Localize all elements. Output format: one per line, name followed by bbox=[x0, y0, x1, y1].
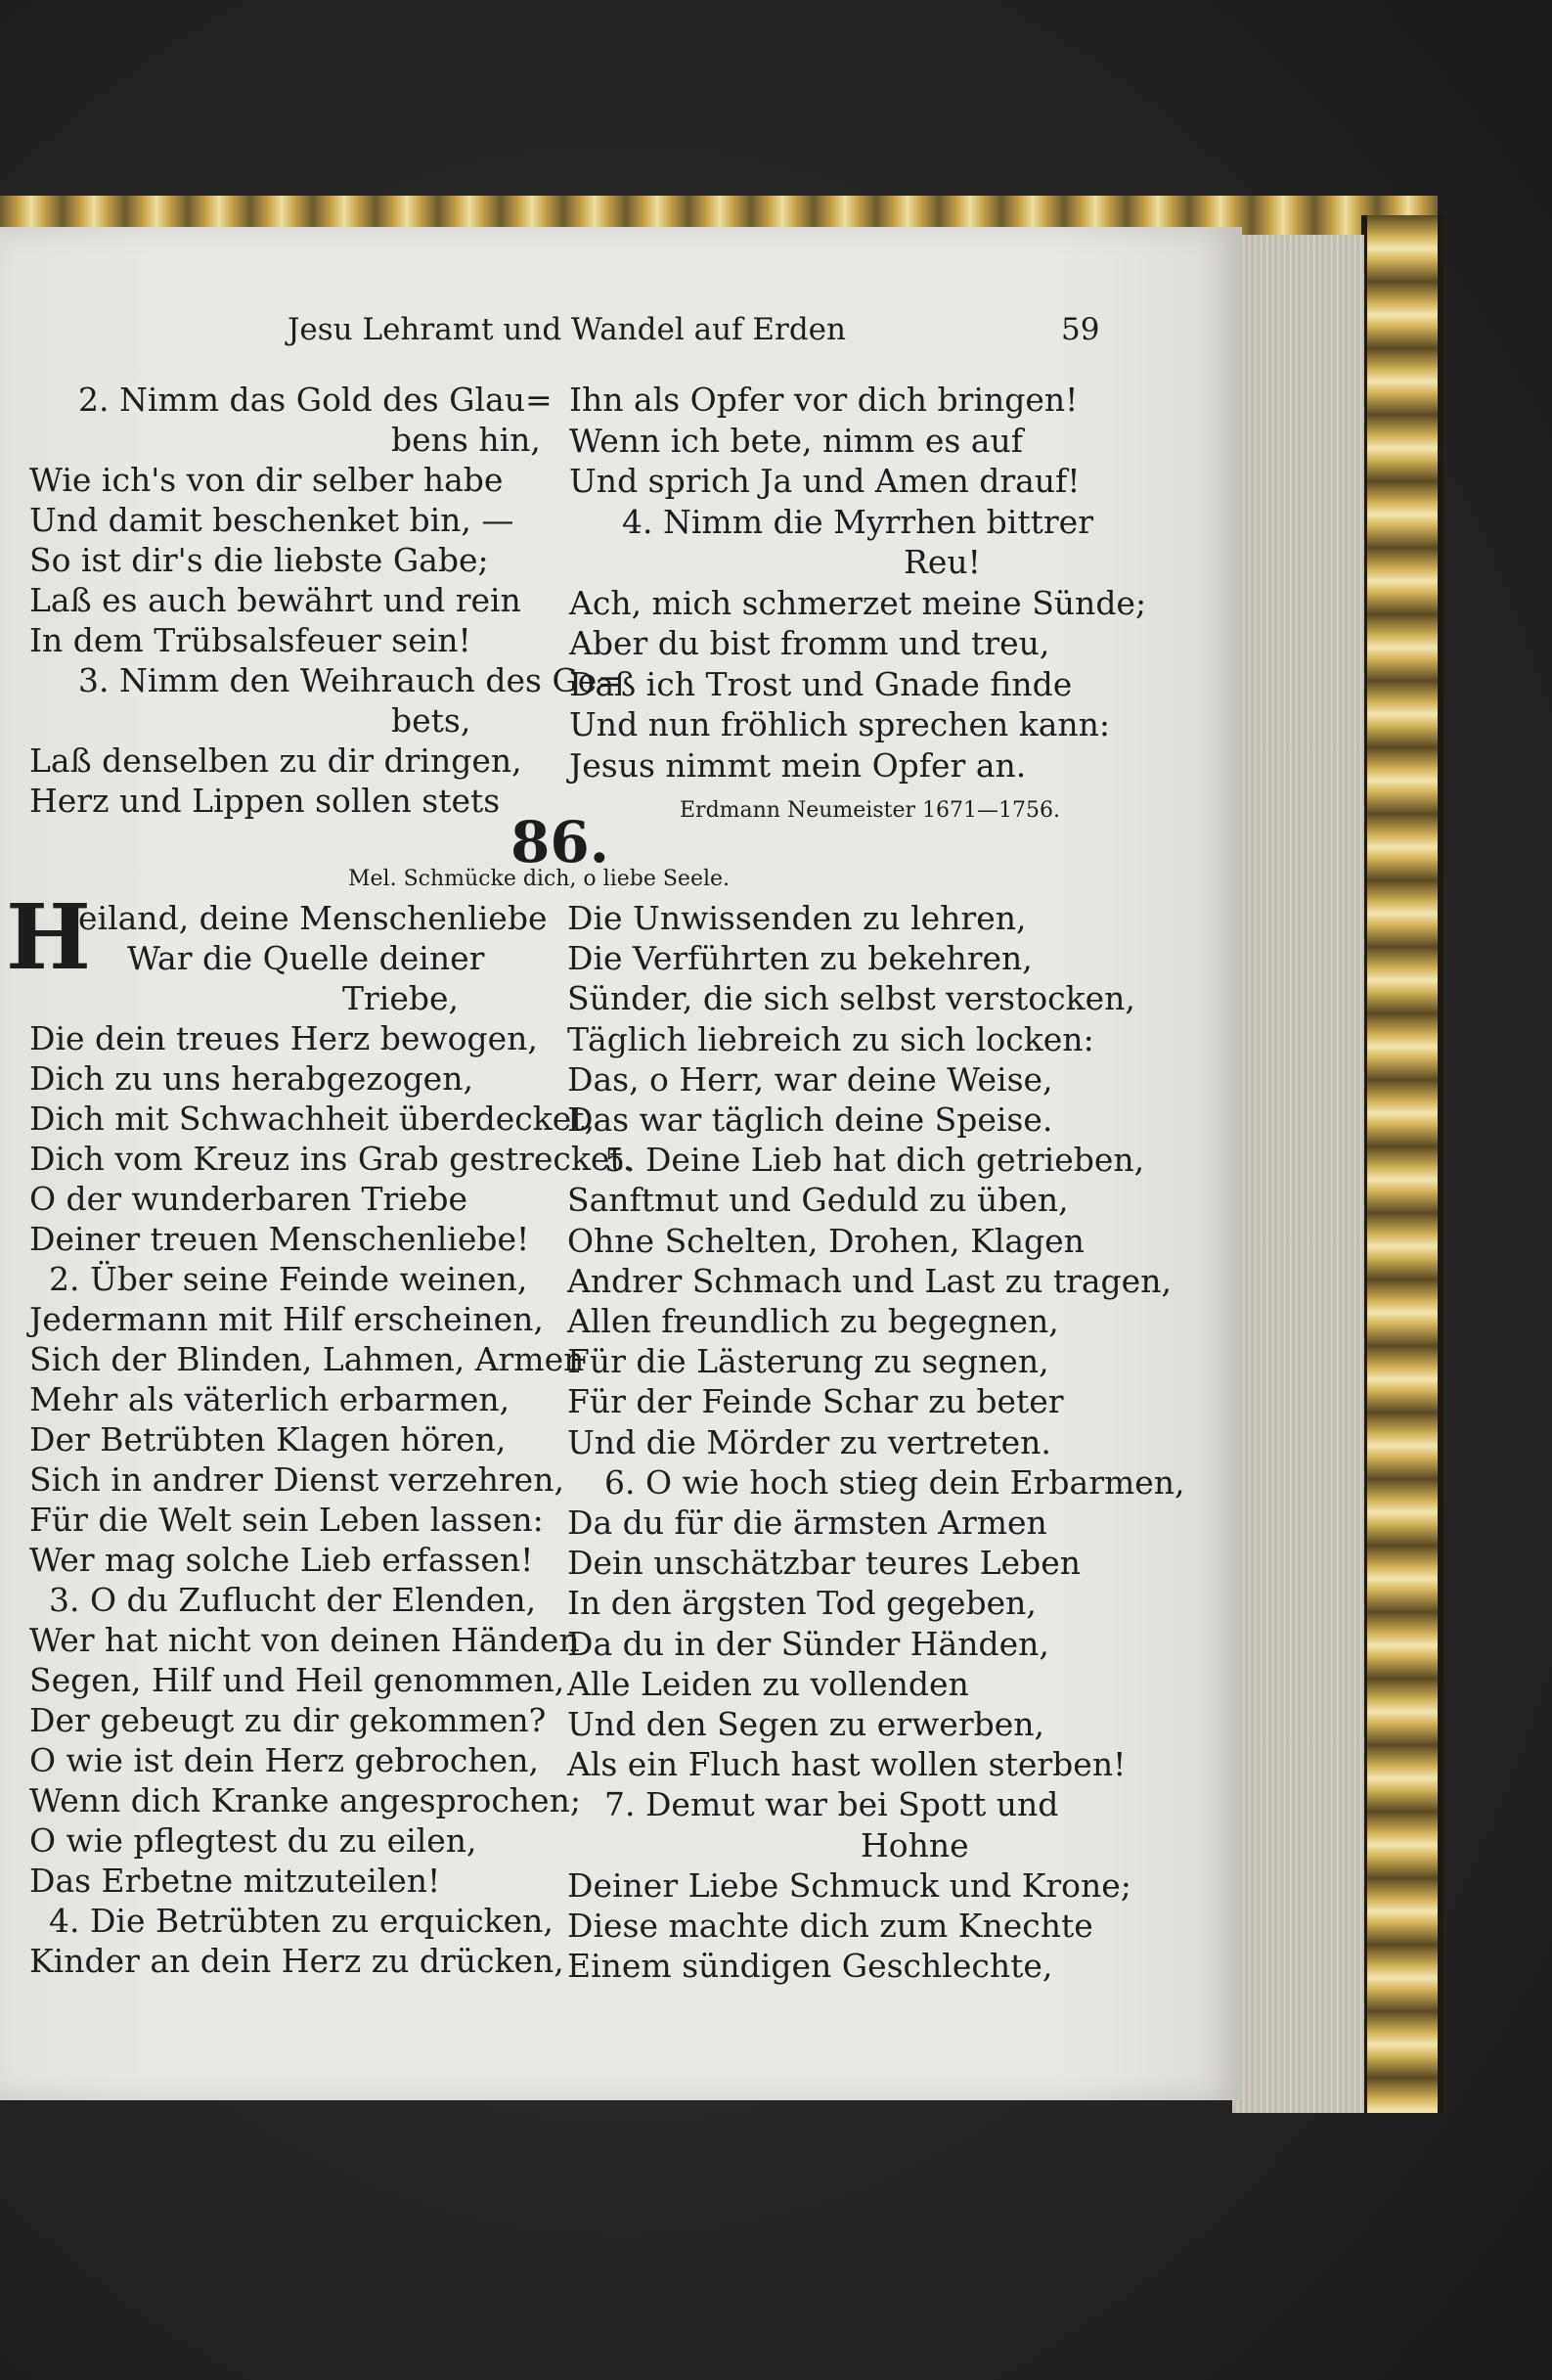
verse-line: Wer mag solche Lieb erfassen! bbox=[29, 1541, 534, 1579]
verse-line: 2. Nimm das Gold des Glau= bbox=[78, 381, 553, 419]
verse-line: Täglich liebreich zu sich locken: bbox=[567, 1019, 1094, 1058]
verse-line: Wenn ich bete, nimm es auf bbox=[569, 421, 1023, 460]
page-number: 59 bbox=[1061, 312, 1100, 347]
verse-line: Und damit beschenket bin, — bbox=[29, 501, 514, 539]
verse-line: Segen, Hilf und Heil genommen, bbox=[29, 1661, 565, 1699]
verse-line: In den ärgsten Tod gegeben, bbox=[567, 1584, 1037, 1623]
verse-line: Deiner treuen Menschenliebe! bbox=[29, 1220, 530, 1258]
verse-line: Ach, mich schmerzet meine Sünde; bbox=[569, 583, 1147, 622]
verse-line: Für der Feinde Schar zu beter bbox=[567, 1382, 1064, 1421]
verse-line: Diese machte dich zum Knechte bbox=[567, 1907, 1093, 1945]
verse-line: O wie ist dein Herz gebrochen, bbox=[29, 1741, 539, 1779]
verse-line: Wie ich's von dir selber habe bbox=[29, 461, 504, 499]
verse-line: Da du in der Sünder Händen, bbox=[567, 1624, 1049, 1663]
verse-line: Der Betrübten Klagen hören, bbox=[29, 1420, 507, 1459]
verse-line: Deiner Liebe Schmuck und Krone; bbox=[567, 1865, 1131, 1905]
verse-line: Sünder, die sich selbst verstocken, bbox=[567, 979, 1135, 1018]
verse-line: 3. O du Zuflucht der Elenden, bbox=[49, 1581, 537, 1619]
verse-line: bets, bbox=[391, 701, 471, 740]
verse-line: Herz und Lippen sollen stets bbox=[29, 782, 501, 820]
running-title: Jesu Lehramt und Wandel auf Erden bbox=[288, 312, 846, 347]
verse-line: Die Verführten zu bekehren, bbox=[567, 939, 1033, 978]
verse-line: Als ein Fluch hast wollen sterben! bbox=[567, 1745, 1127, 1784]
verse-line: In dem Trübsalsfeuer sein! bbox=[29, 621, 471, 659]
verse-line: O der wunderbaren Triebe bbox=[29, 1180, 468, 1218]
verse-line: Dich vom Kreuz ins Grab gestrecket. bbox=[29, 1140, 634, 1178]
verse-line: Und den Segen zu erwerben, bbox=[567, 1705, 1044, 1743]
verse-line: Sich der Blinden, Lahmen, Armen bbox=[29, 1340, 585, 1378]
verse-line: Laß es auch bewährt und rein bbox=[29, 581, 521, 619]
verse-line: Allen freundlich zu begegnen, bbox=[567, 1302, 1059, 1340]
melody-line: Mel. Schmücke dich, o liebe Seele. bbox=[348, 867, 731, 891]
verse-line: Kinder an dein Herz zu drücken, bbox=[29, 1942, 564, 1980]
verse-line: Für die Lästerung zu segnen, bbox=[567, 1342, 1049, 1381]
verse-line: Dein unschätzbar teures Leben bbox=[567, 1544, 1081, 1583]
verse-line: Triebe, bbox=[342, 979, 460, 1017]
verse-line: 3. Nimm den Weihrauch des Ge= bbox=[78, 661, 624, 699]
page-edges bbox=[1232, 235, 1364, 2113]
verse-line: Das war täglich deine Speise. bbox=[567, 1100, 1053, 1139]
verse-line: Wer hat nicht von deinen Händen bbox=[29, 1621, 580, 1659]
verse-line: Andrer Schmach und Last zu tragen, bbox=[567, 1261, 1172, 1300]
verse-line: Und nun fröhlich sprechen kann: bbox=[569, 705, 1111, 743]
drop-cap: H bbox=[6, 884, 91, 990]
verse-line: Die dein treues Herz bewogen, bbox=[29, 1019, 538, 1057]
verse-line: Reu! bbox=[904, 543, 981, 581]
verse-line: Für die Welt sein Leben lassen: bbox=[29, 1501, 544, 1539]
book-page bbox=[0, 227, 1242, 2100]
verse-line: Sanftmut und Geduld zu üben, bbox=[567, 1181, 1069, 1220]
verse-line: Sich in andrer Dienst verzehren, bbox=[29, 1460, 564, 1499]
verse-line: Dich mit Schwachheit überdecket, bbox=[29, 1100, 596, 1138]
verse-line: Dich zu uns herabgezogen, bbox=[29, 1059, 473, 1098]
verse-line: Und die Mörder zu vertreten. bbox=[567, 1422, 1051, 1461]
verse-line: 7. Demut war bei Spott und bbox=[604, 1785, 1059, 1824]
verse-line: bens hin, bbox=[391, 421, 541, 459]
verse-line: Das Erbetne mitzuteilen! bbox=[29, 1862, 441, 1900]
verse-line: Hohne bbox=[861, 1825, 969, 1864]
hymn-number: 86. bbox=[510, 809, 609, 876]
verse-line: Alle Leiden zu vollenden bbox=[567, 1664, 969, 1703]
verse-line: Laß denselben zu dir dringen, bbox=[29, 741, 522, 780]
verse-line: So ist dir's die liebste Gabe; bbox=[29, 541, 489, 579]
verse-line: 4. Nimm die Myrrhen bittrer bbox=[622, 502, 1093, 541]
verse-line: Daß ich Trost und Gnade finde bbox=[569, 664, 1073, 703]
verse-line: Jedermann mit Hilf erscheinen, bbox=[29, 1300, 544, 1338]
verse-line: Ohne Schelten, Drohen, Klagen bbox=[567, 1221, 1085, 1260]
verse-line: Wenn dich Kranke angesprochen; bbox=[29, 1781, 581, 1819]
author-line: Erdmann Neumeister 1671—1756. bbox=[680, 798, 1060, 823]
verse-line: Die Unwissenden zu lehren, bbox=[567, 899, 1027, 937]
verse-line: 2. Über seine Feinde weinen, bbox=[49, 1260, 528, 1298]
verse-line: Aber du bist fromm und treu, bbox=[569, 624, 1050, 662]
verse-line: Das, o Herr, war deine Weise, bbox=[567, 1059, 1053, 1099]
verse-line: Jesus nimmt mein Opfer an. bbox=[569, 745, 1027, 785]
verse-line: Ihn als Opfer vor dich bringen! bbox=[569, 381, 1079, 419]
verse-line: 4. Die Betrübten zu erquicken, bbox=[49, 1902, 554, 1940]
verse-line: Einem sündigen Geschlechte, bbox=[567, 1947, 1053, 1986]
verse-line: 6. O wie hoch stieg dein Erbarmen, bbox=[604, 1462, 1185, 1502]
gilt-spine-edge bbox=[1361, 215, 1443, 2113]
verse-line: 5. Deine Lieb hat dich getrieben, bbox=[604, 1141, 1145, 1180]
verse-line: Mehr als väterlich erbarmen, bbox=[29, 1380, 510, 1418]
verse-line: Da du für die ärmsten Armen bbox=[567, 1504, 1047, 1542]
verse-line: Der gebeugt zu dir gekommen? bbox=[29, 1701, 547, 1739]
verse-line: eiland, deine Menschenliebe bbox=[78, 899, 548, 937]
verse-line: War die Quelle deiner bbox=[127, 939, 485, 977]
verse-line: Und sprich Ja und Amen drauf! bbox=[569, 462, 1081, 500]
verse-line: O wie pflegtest du zu eilen, bbox=[29, 1821, 477, 1860]
